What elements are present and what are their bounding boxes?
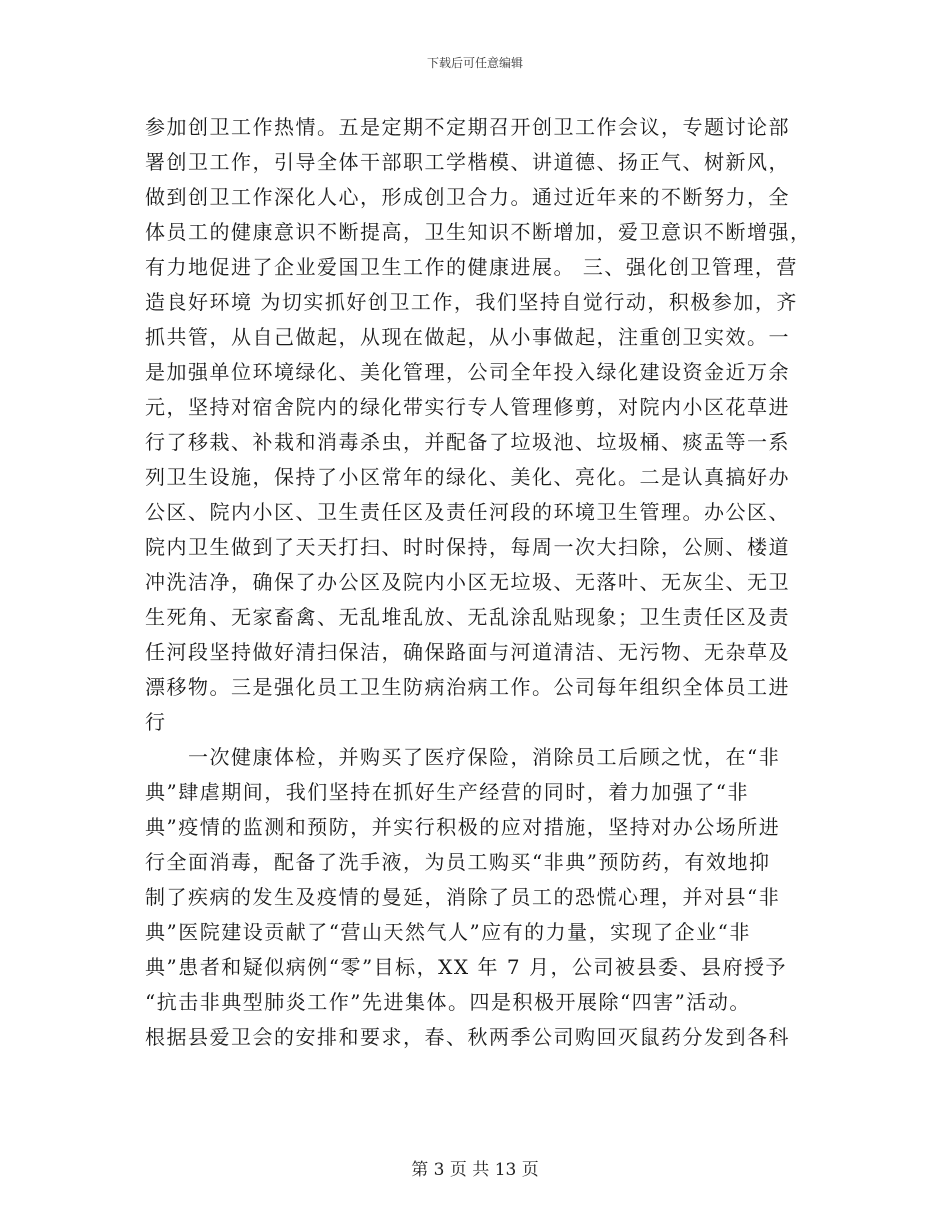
body-line: 行全面消毒，配备了洗手液，为员工购买“非典”预防药，有效地抑 xyxy=(145,850,771,874)
body-line: 制了疾病的发生及疫情的曼延，消除了员工的恐慌心理，并对县“非 xyxy=(145,885,781,909)
body-line: 典”肆虐期间，我们坚持在抓好生产经营的同时，着力加强了“非 xyxy=(145,780,749,804)
body-line: 署创卫工作，引导全体干部职工学楷模、讲道德、扬正气、树新风， xyxy=(145,150,790,174)
body-line: 院内卫生做到了天天打扫、时时保持，每周一次大扫除，公厕、楼道 xyxy=(145,535,790,559)
body-line: 做到创卫工作深化人心，形成创卫合力。通过近年来的不断努力，全 xyxy=(145,185,790,209)
body-line: 生死角、无家畜禽、无乱堆乱放、无乱涂乱贴现象；卫生责任区及责 xyxy=(145,605,790,629)
body-line: 任河段坚持做好清扫保洁，确保路面与河道清洁、无污物、无杂草及 xyxy=(145,640,790,664)
body-line: 根据县爱卫会的安排和要求，春、秋两季公司购回灭鼠药分发到各科 xyxy=(145,1025,790,1049)
body-line: 是加强单位环境绿化、美化管理，公司全年投入绿化建设资金近万余 xyxy=(145,360,790,384)
body-line: 造良好环境 为切实抓好创卫工作，我们坚持自觉行动，积极参加，齐 xyxy=(145,290,798,314)
body-line: 行 xyxy=(145,710,167,734)
body-line: 列卫生设施，保持了小区常年的绿化、美化、亮化。二是认真搞好办 xyxy=(145,465,790,489)
body-line: 体员工的健康意识不断提高，卫生知识不断增加，爱卫意识不断增强， xyxy=(145,220,812,244)
body-line: 漂移物。三是强化员工卫生防病治病工作。公司每年组织全体员工进 xyxy=(145,675,790,699)
body-line: 行了移栽、补栽和消毒杀虫，并配备了垃圾池、垃圾桶、痰盂等一系 xyxy=(145,430,790,454)
page-header: 下载后可任意编辑 xyxy=(426,56,523,70)
body-line: 有力地促进了企业爱国卫生工作的健康进展。 三、强化创卫管理，营 xyxy=(145,255,798,279)
body-line: 抓共管，从自己做起，从现在做起，从小事做起，注重创卫实效。一 xyxy=(145,325,790,349)
body-line: 一次健康体检，并购买了医疗保险，消除员工后顾之忧，在“非 xyxy=(145,745,781,769)
page-footer: 第 3 页 共 13 页 xyxy=(411,1160,539,1180)
body-line: 典”医院建设贡献了“营山天然气人”应有的力量，实现了企业“非 xyxy=(145,920,751,944)
body-line: 参加创卫工作热情。五是定期不定期召开创卫工作会议，专题讨论部 xyxy=(145,115,790,139)
body-line: 冲洗洁净，确保了办公区及院内小区无垃圾、无落叶、无灰尘、无卫 xyxy=(145,570,790,594)
body-line: 典”疫情的监测和预防，并实行积极的应对措施，坚持对办公场所进 xyxy=(145,815,781,839)
body-line: 公区、院内小区、卫生责任区及责任河段的环境卫生管理。办公区、 xyxy=(145,500,790,524)
body-line: “抗击非典型肺炎工作”先进集体。四是积极开展除“四害”活动。 xyxy=(145,990,751,1014)
body-line: 元，坚持对宿舍院内的绿化带实行专人管理修剪，对院内小区花草进 xyxy=(145,395,790,419)
document-body xyxy=(145,110,815,1055)
body-line: 典”患者和疑似病例“零”目标，XX 年 7 月，公司被县委、县府授予 xyxy=(145,955,787,979)
